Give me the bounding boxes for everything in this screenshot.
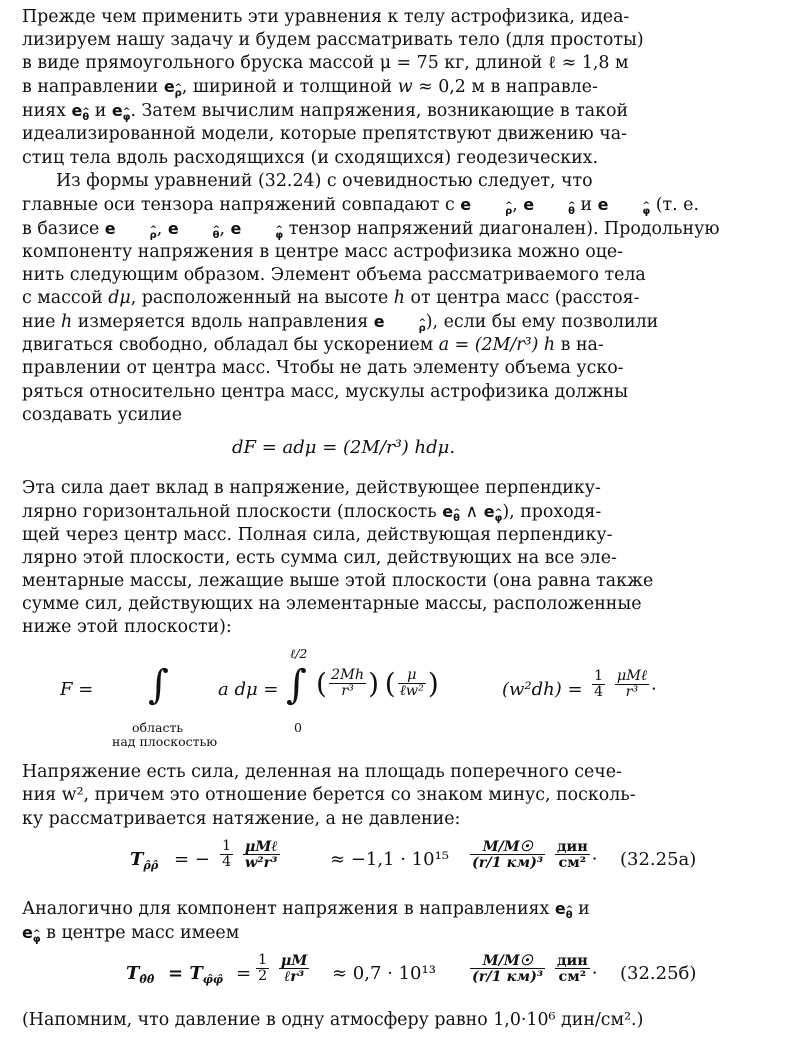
text-line: ние (22, 312, 56, 333)
text-line: ниже этой плоскости): (22, 617, 232, 638)
text-line: главные оси тензора напряжений совпадают с (22, 194, 455, 215)
basis-vector-e-theta: e^ θ (523, 195, 575, 214)
text-line: , шириной и толщиной (181, 77, 393, 98)
text-line: ≈ 0,2 м в направле- (418, 77, 598, 98)
text-line: лярно этой плоскости, есть сумма сил, действующих на все эле- (22, 547, 617, 568)
text-line: от центра масс (расстоя- (410, 288, 640, 309)
text-line: стиц тела вдоль расходящихся (и сходящихся) геодезических. (22, 147, 598, 168)
paragraph-5 (22, 897, 792, 945)
text-line: ), проходя- (502, 501, 602, 522)
eq-sign: = − (174, 848, 210, 870)
text-line: в базисе (22, 218, 100, 239)
text-line: щей через центр масс. Полная сила, действующая перпендику- (22, 524, 613, 545)
paragraph-3: Эта сила дает вклад в напряжение, действующее перпендику- лярно горизонтальной плоскости (плоскость e^ θ ∧ e^ φ), проходя- щей через центр масс. Полная сила, действующая перпендику- лярно этой плоскости, есть сумма сил, действующих на все эле- ментарные массы, лежащие выше этой плоскости (она равна также сумме сил, действующих на элементарные массы, расположенные ниже этой плоскости): (22, 477, 792, 640)
text-line: Прежде чем применить эти уравнения к телу астрофизика, идеа- (22, 7, 630, 27)
basis-vector-e-theta: e^ θ (168, 219, 220, 238)
text-line: в центре масс имеем (46, 922, 240, 943)
symbol-h: h (393, 288, 405, 309)
text-line: ния w², причем это отношение берется со знаком минус, посколь- (22, 785, 636, 806)
paragraph-1 (22, 6, 792, 170)
eq-T-theta: $T_{\thetâ\thetâ}$ (126, 962, 155, 987)
frac-den: r³ (625, 684, 639, 701)
basis-vector-e-rho: e^ ρ (374, 312, 426, 331)
text-line: и (578, 898, 590, 919)
symbol-h: h (61, 312, 73, 333)
paragraph-2: Из формы уравнений (32.24) с очевидностью следует, что главные оси тензора напряжений совпадают с e^ ρ, e^ θ и e^ φ (т. е. в базисе e^ ρ, e^ θ, e^ φ тензор напряжений диагонален). Продольную компоненту напряжения в центре масс астрофизика можно оце- нить следующим образом. Элемент объема рассматриваемого тела с массой dμ, расположенный на высоте h от центра масс (расстоя- ние h измеряется вдоль направления e^ ρ), если бы ему позволили двигаться свободно, обладал бы ускорением a = (2M/r³) h в на- правлении от центра масс. Чтобы не дать элементу объема уско- ряться относительно центра масс, мускулы астрофизика должны создавать усилие (22, 170, 792, 427)
lower-limit: 0 (294, 720, 302, 736)
eq-sign: = (236, 962, 252, 984)
integral-sign: ∫ (286, 662, 307, 709)
text-line: идеализированной модели, которые препятствуют движению ча- (22, 124, 627, 145)
fraction-group: $\frac{1}{2}$ $\frac{\mu M}{\text{ℓr³}}$ (258, 951, 308, 985)
basis-vector-e-theta: e^ θ (555, 899, 573, 918)
frac-num: 2Mh (330, 667, 365, 684)
acceleration-formula: a = (2M/r³) h (438, 335, 556, 356)
equation-number: (32.25a) (620, 848, 697, 870)
equation-dF (22, 435, 792, 471)
text-line: , расположенный на высоте (130, 288, 389, 309)
text-line: в направлении (22, 77, 159, 98)
text-line: Напряжение есть сила, деленная на площадь поперечного сече- (22, 762, 622, 783)
frac-den: 4 (594, 684, 604, 701)
text-line: и (580, 194, 593, 215)
integrand-dh: (w²dh) = (502, 679, 583, 701)
text-line: сумме сил, действующих на элементарные массы, расположенные (22, 594, 642, 615)
equation-32-25b (22, 945, 792, 1009)
text-line: в виде прямоугольного бруска массой μ = 75 кг, длиной ℓ ≈ 1,8 м (22, 53, 629, 74)
frac-den: ℓw² (399, 683, 424, 700)
eq-T: $T_{\rhô\rhô}$ (130, 848, 159, 872)
paragraph-4 (22, 761, 792, 830)
text-line: (т. е. (655, 194, 700, 215)
text-line: двигаться свободно, обладал бы ускорением (22, 335, 434, 356)
result-fraction: $\frac{1}{4}$ $\frac{\text{μMℓ}}{\text{r³}}$ . (594, 668, 657, 701)
fraction-group: ( $\frac{2Mh}{\text{r³}}$ ) ( $\frac{\mu}{\text{ℓw²}}$ ) (316, 667, 439, 701)
text-line: ), если бы ему позволили (425, 312, 659, 333)
integral-sign: ∫ (148, 662, 169, 709)
text-line: Из формы уравнений (32.24) с очевидностью следует, что (56, 170, 593, 191)
basis-vector-e-phi: e^ φ (231, 219, 284, 238)
frac-num: μMℓ (616, 668, 647, 685)
upper-limit: ℓ/2 (290, 646, 308, 662)
eq-T-phi: = $T_{\varphî\varphî}$ (168, 962, 223, 987)
equation-force-integral (22, 639, 792, 761)
text-line: измеряется вдоль направления (77, 312, 369, 333)
basis-vector-e-rho: e^ ρ (105, 219, 157, 238)
integral-region: над плоскостью (112, 734, 218, 750)
text-line: тензор напряжений диагонален). Продольную (288, 218, 720, 239)
text-line: компоненту напряжения в центре масс астрофизика можно оце- (22, 241, 624, 262)
text-line: с массой (22, 288, 103, 309)
eq-approx: ≈ 0,7 · 10¹³ (332, 962, 436, 984)
frac-num: 1 (594, 668, 604, 685)
text-line: правлении от центра масс. Чтобы не дать элементу объема уско- (22, 358, 624, 379)
basis-vector-e-theta: e^ θ (442, 502, 460, 521)
text-line: создавать усилие (22, 404, 183, 425)
basis-vector-e-rho: e^ ρ (164, 77, 182, 96)
text-line: лярно горизонтальной плоскости (плоскость (22, 501, 437, 522)
text-line: Эта сила дает вклад в напряжение, действующее перпендику- (22, 477, 601, 498)
text-line: (Напомним, что давление в одну атмосферу равно 1,0·10⁶ дин/см².) (22, 1009, 644, 1030)
text-line: нить следующим образом. Элемент объема рассматриваемого тела (22, 265, 646, 286)
text-line: ряться относительно центра масс, мускулы астрофизика должны (22, 381, 629, 402)
text-line: ниях (22, 101, 66, 122)
integrand: a dμ = (218, 679, 279, 701)
basis-vector-e-rho: e^ ρ (460, 195, 512, 214)
basis-vector-e-phi: e^ φ (598, 195, 651, 214)
eq-approx: ≈ −1,1 · 10¹⁵ (330, 848, 450, 870)
text-line: лизируем нашу задачу и будем рассматривать тело (для простоты) (22, 30, 644, 51)
basis-vector-e-phi: e^ φ (484, 502, 503, 521)
equation-number: (32.25б) (620, 962, 697, 984)
basis-vector-e-theta: e^ θ (72, 101, 90, 120)
frac-num: μ (398, 668, 426, 684)
text-line: ментарные массы, лежащие выше этой плоскости (она равна также (22, 571, 654, 592)
paragraph-6 (22, 1009, 792, 1032)
text-line: ку рассматривается натяжение, а не давление: (22, 808, 461, 829)
units-fraction: $\frac{M/M☉}{\text{(r/1 км)³}}$ $\frac{\text{дин}}{\text{см²}}$ . (472, 837, 598, 871)
fraction-group: $\frac{1}{4}$ $\frac{\text{μMℓ}}{\text{w²r³}}$ (222, 837, 278, 871)
units-fraction: $\frac{M/M☉}{\text{(r/1 км)³}}$ $\frac{\text{дин}}{\text{см²}}$ . (472, 951, 598, 985)
equation-32-25a (22, 831, 792, 897)
text-line: в на- (560, 335, 604, 356)
eq-lhs: F = (60, 679, 94, 701)
text-line: Аналогично для компонент напряжения в направлениях (22, 898, 550, 919)
integral-region: область (132, 720, 184, 736)
text-line: . Затем вычислим напряжения, возникающие в такой (130, 101, 629, 122)
frac-den: r³ (341, 683, 354, 700)
symbol-w: w (397, 77, 413, 98)
equation-dF-text: dF = adμ = (2M/r³) hdμ. (232, 436, 456, 458)
symbol-dmu: dμ (108, 288, 131, 309)
page (22, 6, 792, 1032)
text-line: и (94, 101, 107, 122)
basis-vector-e-phi: e^ φ (112, 101, 131, 120)
basis-vector-e-phi: e^ φ (22, 923, 41, 942)
